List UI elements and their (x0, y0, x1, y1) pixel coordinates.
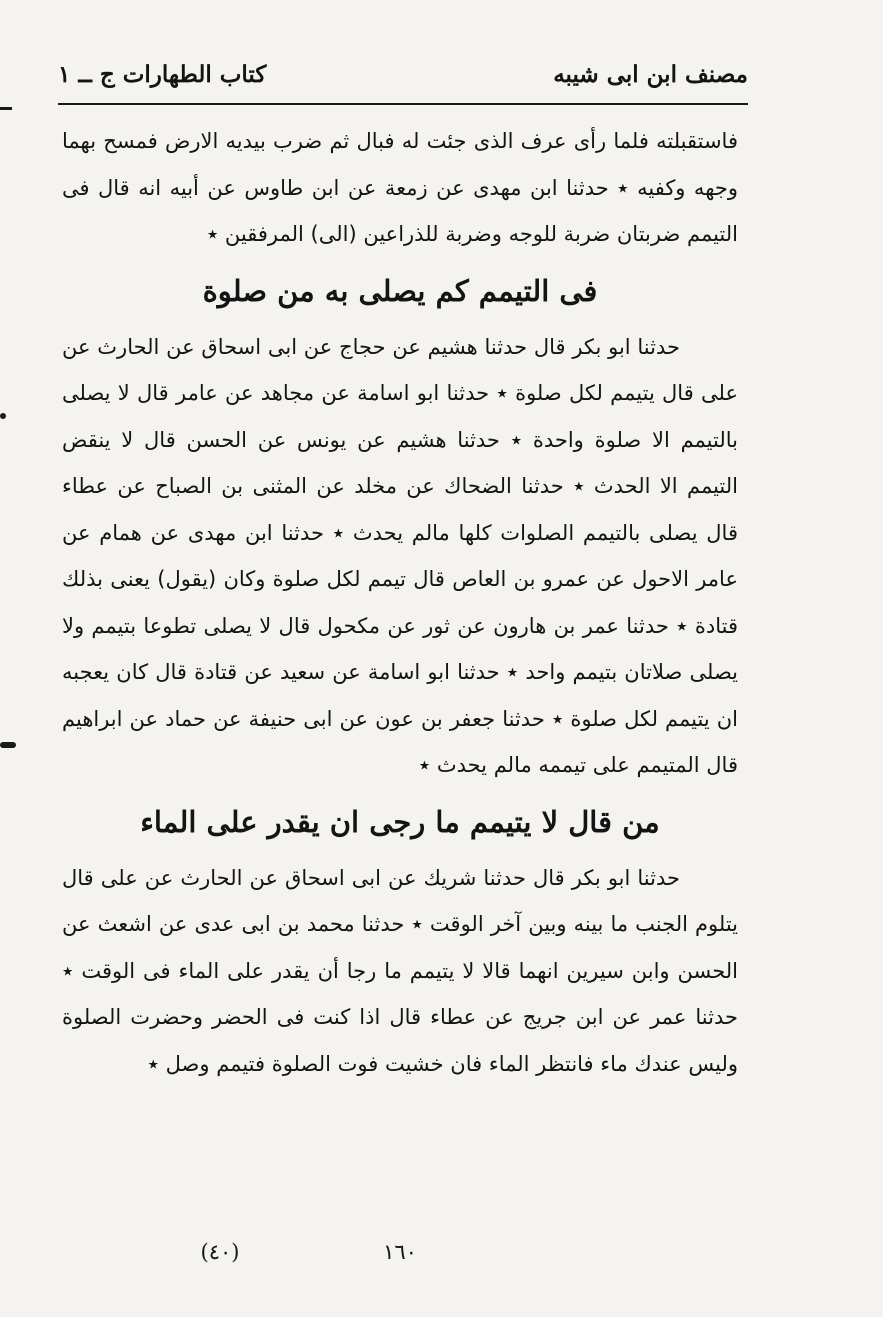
running-head (58, 52, 748, 96)
paragraph: فاستقبلته فلما رأى عرف الذى جئت له فبال ثم ضرب بيديه الارض فمسح بهما وجهه وكفيه ٭ حدثنا ابن مهدى عن زمعة عن ابن طاوس عن أبيه انه قال فى التيمم ضربتان ضربة للوجه وضربة للذراعين (الى) المرفقين ٭ (62, 129, 738, 246)
chapter-heading: فى التيمم كم يصلى به من صلوة (202, 273, 598, 308)
paragraph: حدثنا ابو بكر قال حدثنا هشيم عن حجاج عن ابى اسحاق عن الحارث عن على قال يتيمم لكل صلوة ٭ حدثنا ابو اسامة عن مجاهد عن عامر قال لا يصلى بالتيمم الا صلوة واحدة ٭ حدثنا هشيم عن يونس عن الحسن قال لا ينقض التيمم الا الحدث ٭ حدثنا الضحاك عن مخلد عن المثنى بن الصباح عن عطاء قال يصلى بالتيمم الصلوات كلها مالم يحدث ٭ حدثنا ابن مهدى عن همام عن عامر الاحول عن عمرو بن العاص قال تيمم لكل صلوة وكان (يقول) يعنى بذلك قتادة ٭ حدثنا عمر بن هارون عن ثور عن مكحول قال لا يصلى تطوعا بتيمم ولا يصلى صلاتان بتيمم واحد ٭ حدثنا ابو اسامة عن سعيد عن قتادة قال كان يعجبه ان يتيمم لكل صلوة ٭ حدثنا جعفر بن عون عن ابى حنيفة عن حماد عن ابراهيم قال المتيمم على تيممه مالم يحدث ٭ (62, 334, 738, 777)
header-rule (58, 103, 748, 105)
chapter-heading: من قال لا يتيمم ما رجى ان يقدر على الماء (140, 804, 660, 839)
book-title: مصنف ابن ابى شيبه (553, 60, 748, 88)
page-number: ١٦٠ (383, 1240, 417, 1264)
signature-mark: (٤٠) (200, 1240, 240, 1264)
paragraph: حدثنا ابو بكر قال حدثنا شريك عن ابى اسحاق عن الحارث عن على قال يتلوم الجنب ما بينه وبين آخر الوقت ٭ حدثنا محمد بن ابى عدى عن اشعث عن الحسن وابن سيرين انهما قالا لا يتيمم ما رجا أن يقدر على الماء فى الوقت ٭ حدثنا عمر عن ابن جريج عن عطاء قال اذا كنت فى الحضر وحضرت الصلوة وليس عندك ماء فانتظر الماء فان خشيت فوت الصلوة فتيمم وصل ٭ (62, 865, 738, 1076)
page-footer (0, 1232, 883, 1272)
section-title: كتاب الطهارات ج ــ ١ (58, 60, 267, 88)
body-text (62, 118, 738, 1087)
margin-mark (0, 413, 6, 419)
margin-mark (0, 107, 12, 110)
margin-mark (0, 742, 16, 748)
